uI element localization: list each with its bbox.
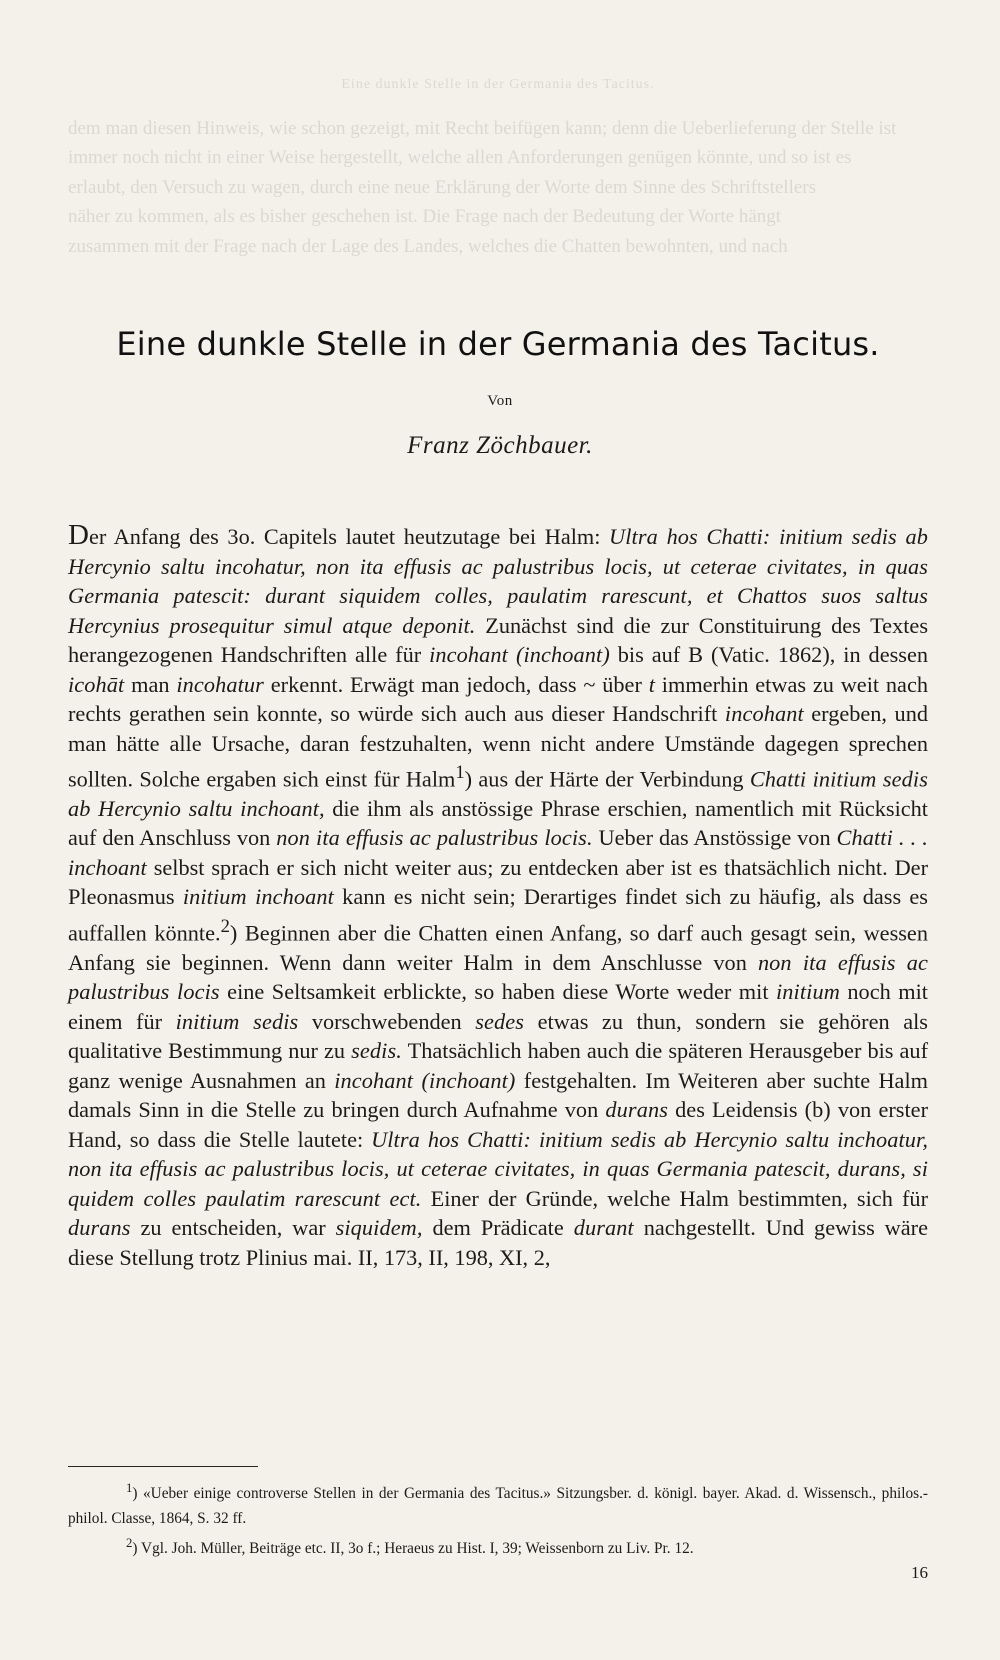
show-through-line: zusammen mit der Frage nach der Lage des Landes, welches die Chatten bewohnten, und nach (68, 235, 788, 257)
text-run: festgehalten. Im Weiteren aber suchte Halm damals Sinn in die Stelle zu bringen durch Aufnahme von (68, 1067, 928, 1123)
text-run: ) Beginnen aber die Chatten einen Anfang, so darf auch gesagt sein, wessen Anfang sie beginnen. Wenn dann weiter Halm in dem Anschlusse von (68, 920, 928, 975)
footnote-divider (68, 1466, 258, 1467)
text-run: immerhin etwas zu weit nach rechts gerathen sein konnte, so würde sich auch aus dieser Handschrift (68, 671, 928, 726)
text-run: noch mit einem für (68, 979, 928, 1034)
latin-quote: non ita effusis ac palustribus locis (68, 949, 928, 1005)
show-through-line: näher zu kommen, als es bisher geschehen ist. Die Frage nach der Bedeutung der Worte hängt (68, 206, 782, 227)
text-run: kann es nicht sein; Derartiges findet sich zu häufig, als dass es auffallen könnte. (68, 884, 928, 946)
text-run: bis auf B (Vatic. 1862), in dessen (609, 642, 928, 667)
text-run: Thatsächlich haben auch die späteren Herausgeber bis auf ganz wenige Ausnahmen an (68, 1038, 929, 1093)
show-through-text (68, 70, 928, 261)
footnote-1 (68, 1476, 928, 1531)
latin-term: sedis. (351, 1038, 402, 1064)
text-run: dem Prädicate (422, 1215, 574, 1241)
text-run: ergeben, und man hätte alle Ursache, daran festzuhalten, wenn nicht andere Umstände dagegen sprechen sollten. Solche ergaben sich einst für Halm (68, 701, 928, 792)
latin-term: durant (573, 1215, 634, 1241)
show-through-line: erlaubt, den Versuch zu wagen, durch eine neue Erklärung der Worte dem Sinne des Schriftstellers (68, 176, 817, 198)
text-run: ) aus der Härte der Verbindung (464, 766, 750, 792)
latin-term: incohant (724, 701, 804, 726)
text-run: selbst sprach er sich nicht weiter aus; zu entdecken aber ist es thatsächlich nicht. Der Pleonasmus (68, 854, 928, 910)
latin-term: t (648, 671, 655, 697)
latin-term: siquidem, (335, 1215, 423, 1241)
latin-term: initium inchoant (182, 884, 334, 910)
text-run: zu entscheiden, war (130, 1215, 336, 1241)
latin-quote: non ita effusis ac palustribus locis. (276, 825, 593, 851)
byline-von: Von (487, 393, 513, 409)
text-run: die ihm als anstössige Phrase erschien, namentlich mit Rücksicht auf den Anschluss von (68, 795, 928, 851)
latin-term: sedes (475, 1008, 525, 1034)
latin-quote: Ultra hos Chatti: initium sedis ab Hercynio saltu inchoatur, non ita effusis ac palustribus locis, ut ceterae civitates, in quas Germania patescit, durans, si quidem colles paulatim rarescunt ect. (68, 1126, 928, 1211)
footnote-text: ) Vgl. Joh. Müller, Beiträge etc. II, 3o f.; Heraeus zu Hist. I, 39; Weissenborn zu Liv. Pr. 12. (132, 1540, 694, 1558)
footnotes (68, 1476, 928, 1561)
latin-quote: Ultra hos Chatti: initium sedis ab Hercynio saltu incohatur, non ita effusis ac palustribus locis, ut ceterae civitates, in quas Germania patescit: durant siquidem colles, paulatim rarescunt, et Chattos suos saltus Hercynius prosequitur simul atque deponit. (68, 524, 928, 638)
text-run: vorschwebenden (298, 1008, 476, 1034)
footnote-mark: 1 (126, 1481, 133, 1495)
text-run: des Leidensis (b) von erster Hand, so dass die Stelle lautete: (68, 1097, 928, 1152)
show-through-line: immer noch nicht in einer Weise hergestellt, welche allen Anforderungen genügen könnte, und so ist es (68, 147, 852, 168)
latin-term: initium sedis (175, 1008, 299, 1034)
footnote-2 (68, 1531, 928, 1561)
latin-term: durans (68, 1215, 131, 1241)
latin-quote: Chatti initium sedis ab Hercynio saltu inchoant, (68, 766, 928, 821)
footnote-text: ) «Ueber einige controverse Stellen in der Germania des Tacitus.» Sitzungsber. d. königl. bayer. Akad. d. Wissensch., philos.-philol. Classe, 1864, S. 32 ff. (68, 1485, 928, 1528)
text-run: Ueber das Anstössige von (592, 825, 837, 851)
latin-term: initium (776, 979, 840, 1005)
show-through-line: dem man diesen Hinweis, wie schon gezeigt, mit Recht beifügen kann; denn die Ueberlieferung der Stelle ist (68, 117, 897, 139)
text-run: erkennt. Erwägt man jedoch, dass ~ über (263, 671, 649, 697)
drop-cap: D (68, 519, 89, 551)
footnote-mark: 2 (126, 1536, 133, 1551)
latin-term: icohāt (68, 671, 125, 697)
article-title: Eine dunkle Stelle in der Germania des Tacitus. (116, 325, 880, 363)
latin-term: incohant (inchoant) (429, 642, 610, 667)
text-run: nachgestellt. Und gewiss wäre diese Stellung trotz Plinius mai. II, 173, II, 198, XI, 2, (68, 1215, 928, 1270)
text-run: Zunächst sind die zur Constituirung des Textes herangezogenen Handschriften alle für (68, 612, 928, 667)
text-run: Einer der Gründe, welche Halm bestimmten, sich für (421, 1185, 928, 1211)
latin-term: incohant (inchoant) (334, 1067, 516, 1093)
body-paragraph (68, 519, 929, 1272)
footnote-ref-1[interactable]: 1 (455, 762, 465, 783)
text-run: er Anfang des 3o. Capitels lautet heutzutage bei Halm: (88, 524, 610, 549)
author-name: Franz Zöchbauer. (407, 432, 593, 459)
page-number: 16 (911, 1563, 928, 1582)
footnote-ref-2[interactable]: 2 (220, 915, 230, 937)
text-run: eine Seltsamkeit erblickte, so haben diese Worte weder mit (219, 979, 777, 1005)
latin-term: durans (605, 1097, 668, 1123)
text-run: etwas zu thun, sondern sie gehören als qualitative Bestimmung nur zu (68, 1008, 928, 1064)
show-through-header: Eine dunkle Stelle in der Germania des Tacitus. (341, 77, 655, 92)
latin-term: incohatur (176, 671, 264, 697)
text-run: man (124, 671, 177, 697)
latin-term: Chatti . . . inchoant (68, 825, 928, 880)
